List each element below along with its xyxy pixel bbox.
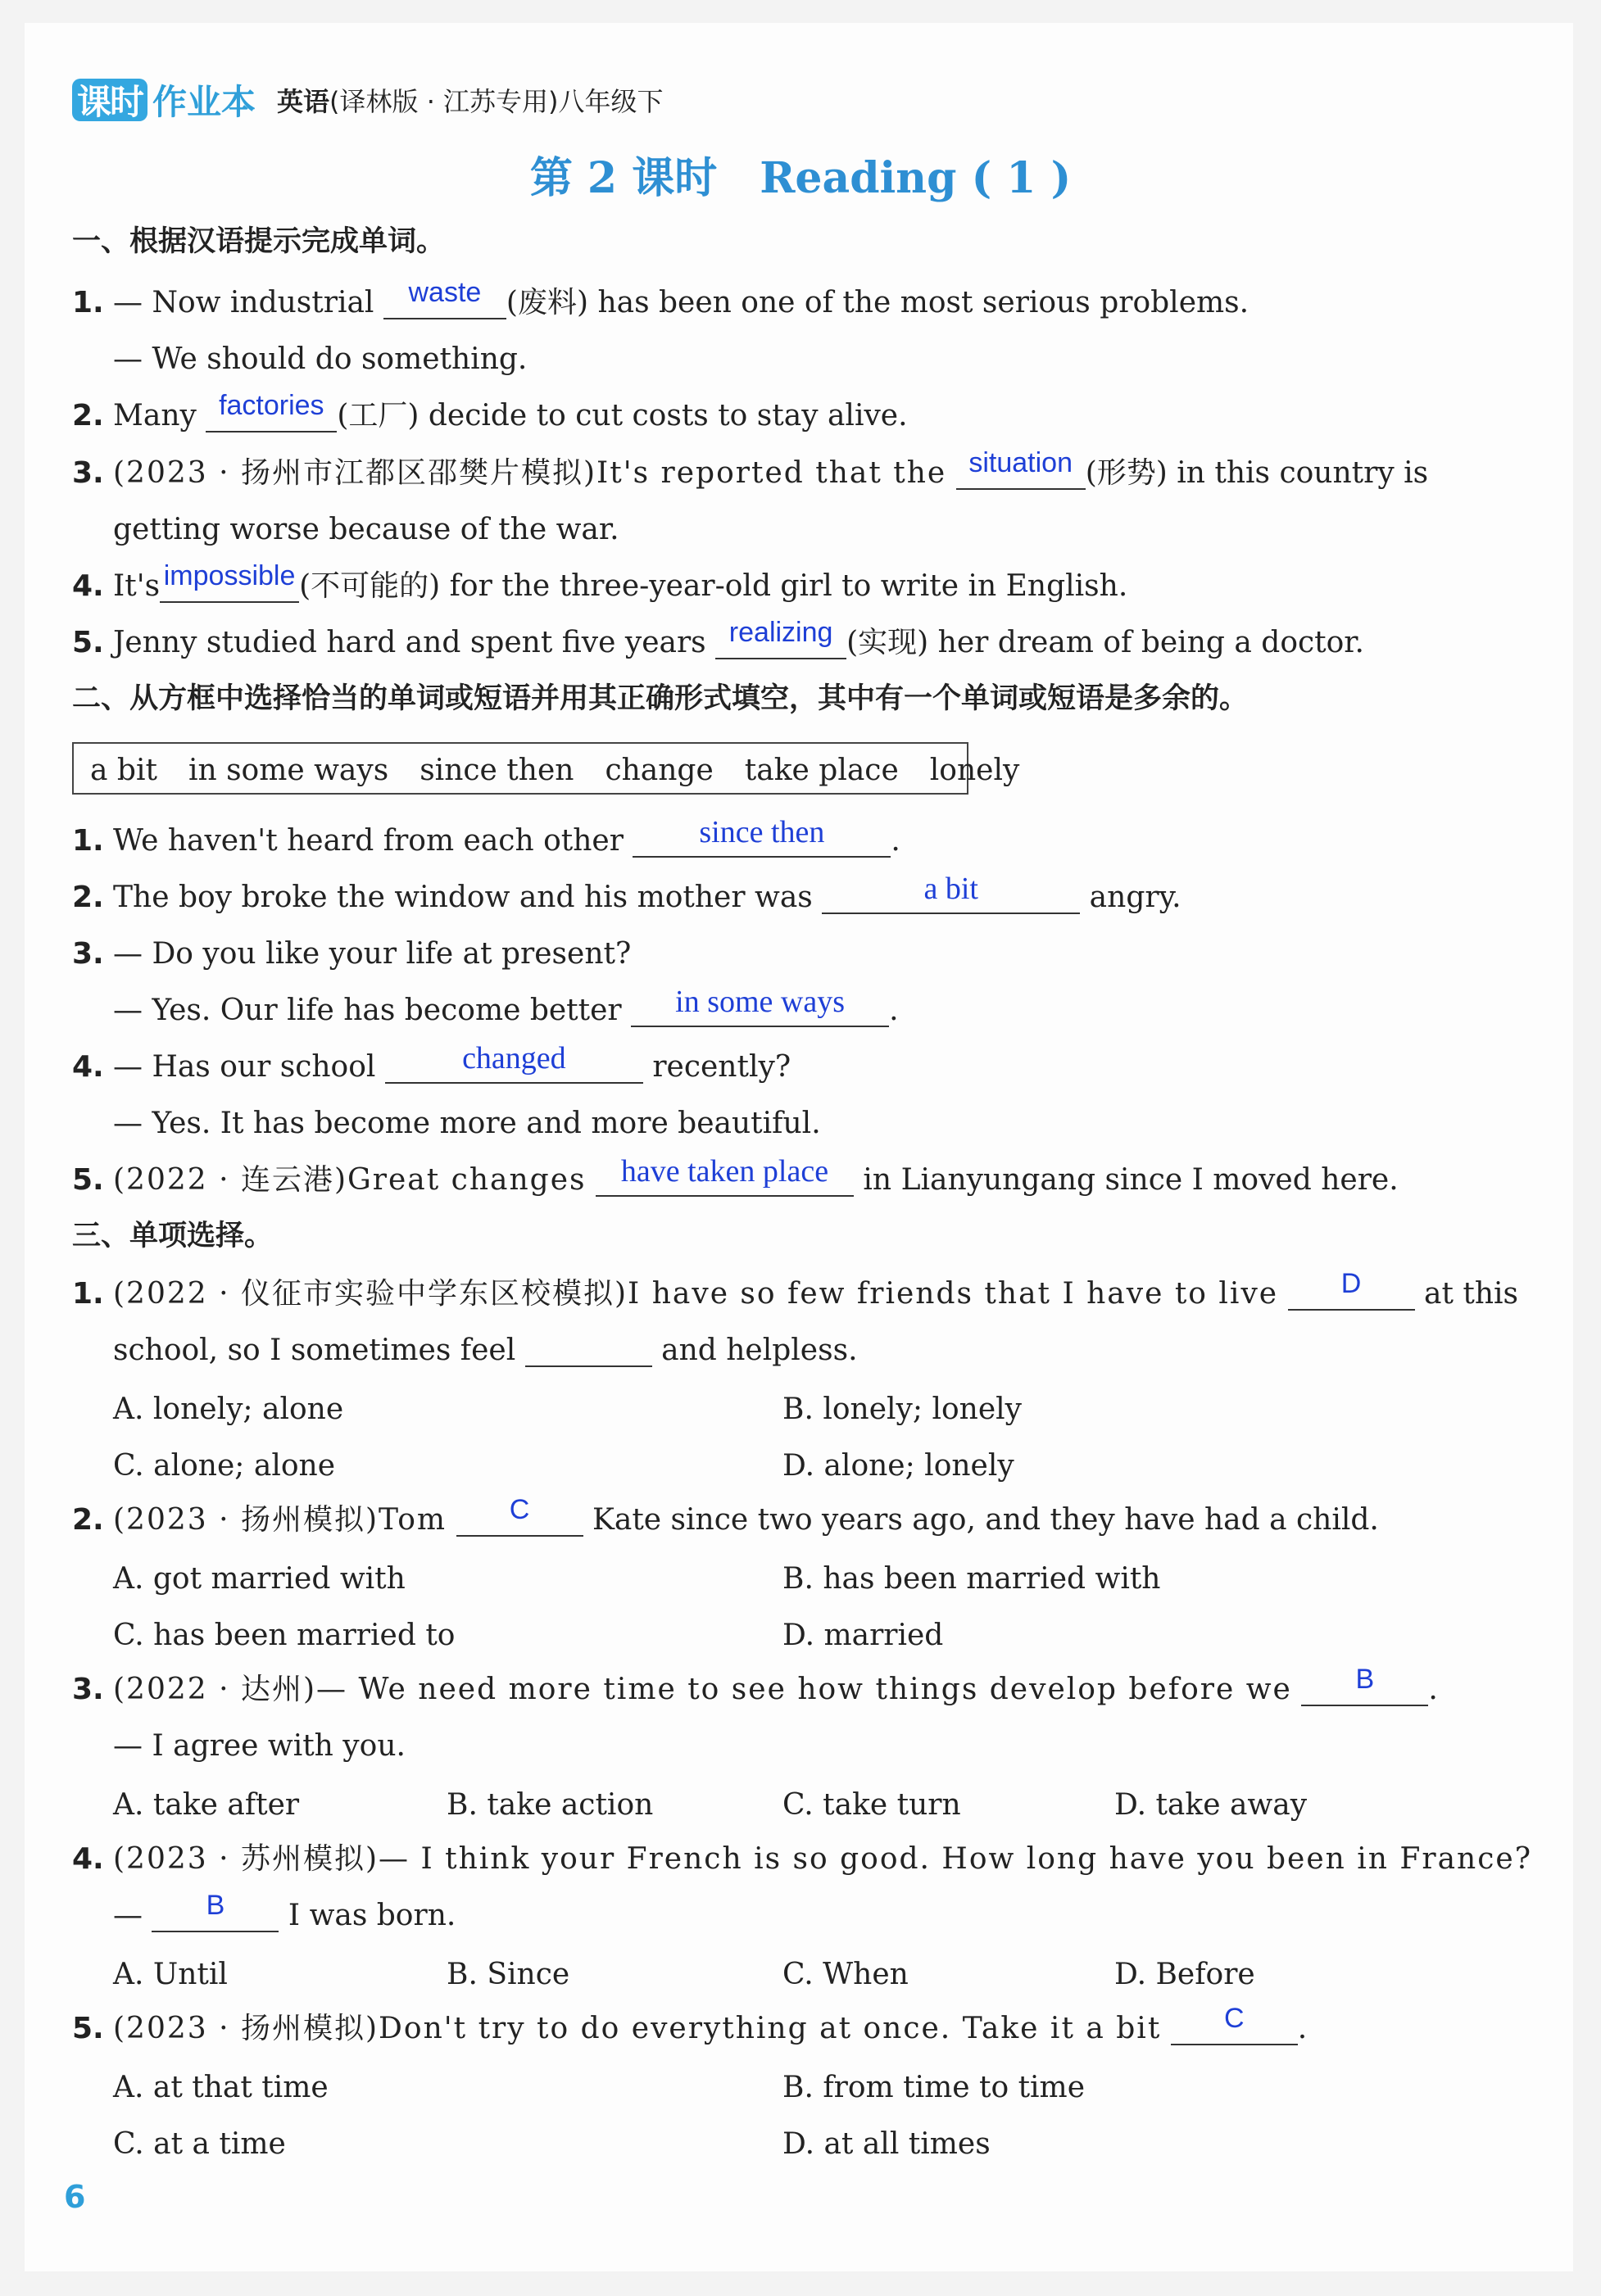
s2-q3-reply: — Yes. Our life has become better in some ways .	[113, 985, 899, 1027]
answer-blank[interactable]: C	[456, 1506, 583, 1537]
option[interactable]: A. take after	[113, 1788, 300, 1822]
s1-q3-cont: getting worse because of the war.	[113, 513, 619, 546]
answer-blank[interactable]: situation	[956, 459, 1086, 490]
s3-q2: 2. (2023 · 扬州模拟)Tom C Kate since two years ago, and they have had a child.	[72, 1494, 1379, 1537]
s1-q4: 4. It's impossible (不可能的) for the three-year-old girl to write in English.	[72, 560, 1128, 603]
answer-blank[interactable]: B	[1301, 1675, 1428, 1706]
box-word: since then	[420, 754, 574, 787]
s2-q5: 5. (2022 · 连云港)Great changes have taken place in Lianyungang since I moved here.	[72, 1154, 1399, 1197]
s2-q4: 4. — Has our school changed recently?	[72, 1041, 791, 1084]
option[interactable]: B. from time to time	[782, 2071, 1085, 2104]
section1-heading: 一、根据汉语提示完成单词。	[72, 225, 446, 258]
answer-blank[interactable]: since then	[633, 826, 891, 858]
s3-q3: 3. (2022 · 达州)— We need more time to see how things develop before we B .	[72, 1664, 1438, 1706]
answer-blank[interactable]: a bit	[822, 883, 1080, 914]
logo: 课时	[72, 79, 147, 121]
logo-text: 作业本	[152, 82, 256, 122]
s1-q1-reply: — We should do something.	[113, 342, 528, 376]
answer-blank[interactable]	[525, 1336, 652, 1367]
option[interactable]: C. When	[782, 1958, 909, 1991]
answer-blank[interactable]: changed	[385, 1053, 643, 1084]
answer-blank[interactable]: in some ways	[631, 996, 889, 1027]
section2-heading: 二、从方框中选择恰当的单词或短语并用其正确形式填空，其中有一个单词或短语是多余的。	[72, 682, 1249, 715]
box-word: take place	[744, 754, 899, 787]
box-word: in some ways	[188, 754, 389, 787]
box-word: change	[605, 754, 714, 787]
answer-blank[interactable]: B	[152, 1901, 279, 1932]
answer-blank[interactable]: realizing	[715, 628, 846, 659]
option[interactable]: B. has been married with	[782, 1562, 1161, 1596]
option[interactable]: C. alone; alone	[113, 1449, 336, 1483]
page-number: 6	[64, 2179, 86, 2215]
box-word: lonely	[929, 754, 1020, 787]
s1-q1: 1. — Now industrial waste (废料) has been one of the most serious problems.	[72, 277, 1250, 319]
s1-q2: 2. Many factories (工厂) decide to cut costs to stay alive.	[72, 390, 908, 432]
answer-blank[interactable]: factories	[206, 401, 337, 432]
option[interactable]: B. Since	[447, 1958, 570, 1991]
word-box	[72, 742, 1020, 795]
option[interactable]: D. at all times	[782, 2127, 991, 2161]
answer-blank[interactable]: D	[1288, 1279, 1415, 1311]
s3-q5: 5. (2023 · 扬州模拟)Don't try to do everything at once. Take it a bit C .	[72, 2003, 1308, 2045]
s2-q2: 2. The boy broke the window and his mother was a bit angry.	[72, 872, 1181, 914]
section3-heading: 三、单项选择。	[72, 1220, 274, 1252]
answer-blank[interactable]: waste	[383, 288, 506, 319]
option[interactable]: C. at a time	[113, 2127, 286, 2161]
book-subtitle: 英语(译林版 · 江苏专用)八年级下	[277, 86, 664, 117]
option[interactable]: A. Until	[113, 1958, 228, 1991]
answer-blank[interactable]: have taken place	[596, 1166, 854, 1197]
page-title: 第 2 课时 Reading ( 1 )	[529, 153, 1072, 203]
s1-q3: 3. (2023 · 扬州市江都区邵樊片模拟)It's reported that the situation (形势) in this country is	[72, 447, 1429, 490]
box-word: a bit	[90, 754, 157, 787]
option[interactable]: D. alone; lonely	[782, 1449, 1014, 1483]
option[interactable]: A. got married with	[113, 1562, 406, 1596]
s1-q5: 5. Jenny studied hard and spent five years realizing (实现) her dream of being a doctor.	[72, 617, 1364, 659]
s3-q1: 1. (2022 · 仪征市实验中学东区校模拟)I have so few friends that I have to live D at this	[72, 1268, 1519, 1311]
option[interactable]: D. take away	[1114, 1788, 1308, 1822]
option[interactable]: C. has been married to	[113, 1619, 456, 1652]
option[interactable]: D. married	[782, 1619, 944, 1652]
option[interactable]: A. lonely; alone	[113, 1393, 344, 1426]
s2-q1: 1. We haven't heard from each other since then .	[72, 815, 900, 858]
s2-q4-reply: — Yes. It has become more and more beautiful.	[113, 1107, 821, 1140]
option[interactable]: B. lonely; lonely	[782, 1393, 1022, 1426]
option[interactable]: A. at that time	[113, 2071, 329, 2104]
option[interactable]: B. take action	[447, 1788, 654, 1822]
option[interactable]: D. Before	[1114, 1958, 1255, 1991]
option[interactable]: C. take turn	[782, 1788, 961, 1822]
header	[72, 75, 664, 125]
answer-blank[interactable]: C	[1171, 2014, 1298, 2045]
answer-blank[interactable]: impossible	[160, 572, 299, 603]
s2-q3: 3. — Do you like your life at present?	[72, 937, 632, 971]
s3-q1-cont: school, so I sometimes feel and helpless.	[113, 1334, 858, 1367]
s3-q4-reply: — B I was born.	[113, 1890, 456, 1932]
s3-q4: 4. (2023 · 苏州模拟)— I think your French is so good. How long have you been in France?	[72, 1842, 1533, 1876]
s3-q3-reply: — I agree with you.	[113, 1729, 406, 1763]
